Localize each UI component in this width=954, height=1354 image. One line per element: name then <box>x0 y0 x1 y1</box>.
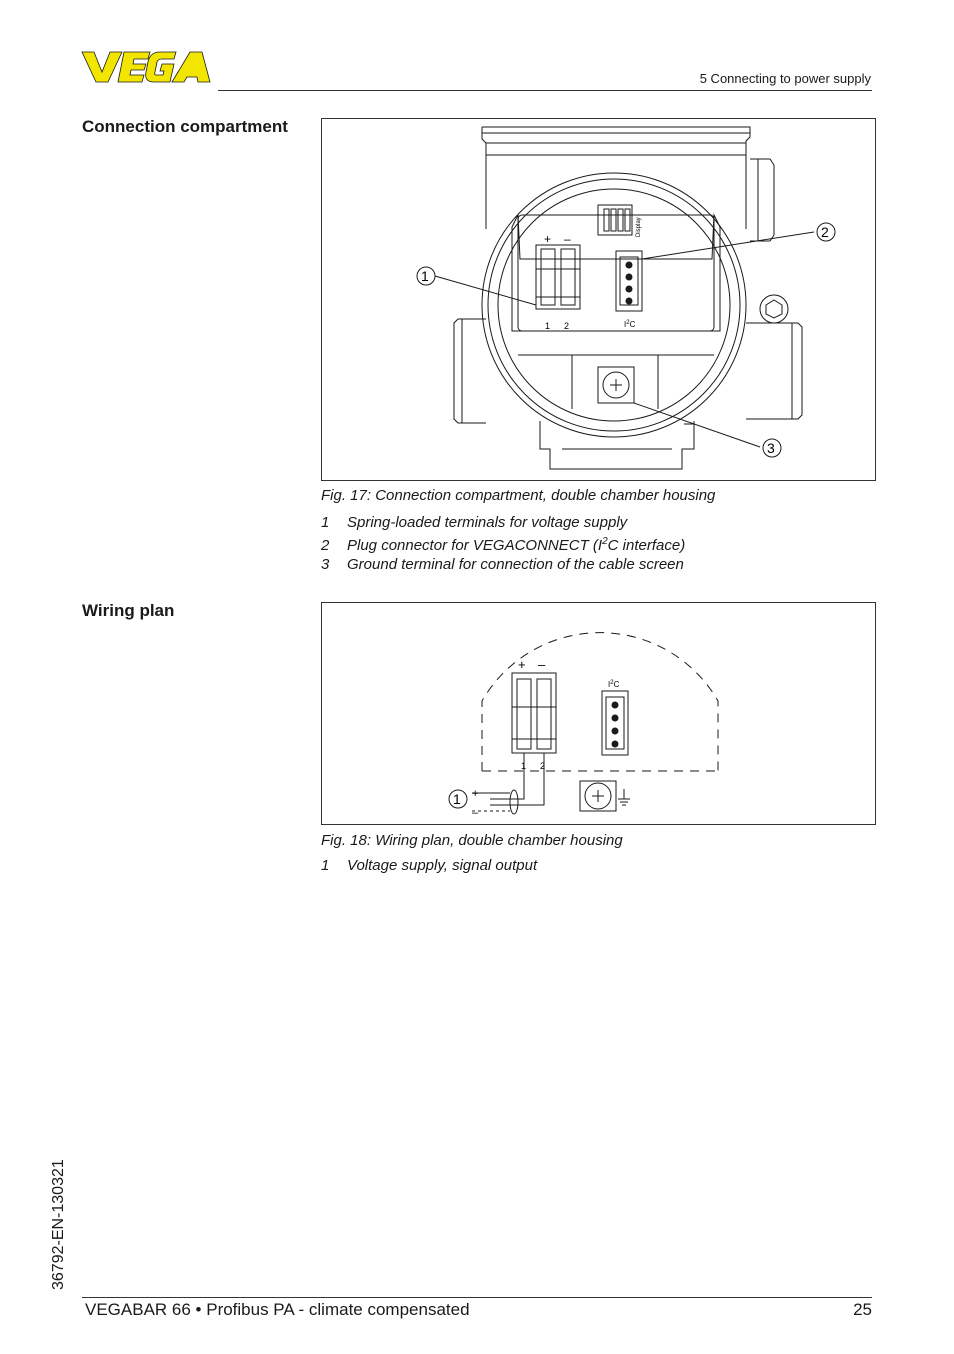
callout-1: 1 <box>421 268 429 284</box>
fig17-caption: Fig. 17: Connection compartment, double chamber housing <box>321 487 716 504</box>
terminal-2-label: 2 <box>564 321 570 331</box>
legend-item: 1 Voltage supply, signal output <box>321 857 538 874</box>
wiring-i2c-label: $I^2C$ <box>608 680 620 689</box>
minus-label: – <box>564 232 571 246</box>
supply-minus: – <box>472 807 479 819</box>
wiring-terminal-2: 2 <box>540 761 546 771</box>
connection-figure <box>321 118 876 481</box>
wiring-terminal-1: 1 <box>521 761 527 771</box>
vega-logo <box>80 50 212 84</box>
wiring-heading: Wiring plan <box>82 601 175 620</box>
wiring-callout-1: 1 <box>453 791 461 807</box>
header-rule <box>218 90 872 91</box>
footer-title: VEGABAR 66 • Profibus PA - climate compensated <box>85 1300 470 1319</box>
wiring-plan-drawing <box>322 603 875 824</box>
wiring-figure <box>321 602 876 825</box>
wiring-plus-label: + <box>518 657 526 672</box>
footer-rule <box>82 1297 872 1298</box>
callout-2: 2 <box>821 224 829 240</box>
connection-compartment-drawing <box>322 119 875 480</box>
terminal-1-label: 1 <box>545 321 551 331</box>
legend-item: 1 Spring-loaded terminals for voltage supply <box>321 514 628 531</box>
page-number: 25 <box>853 1300 872 1319</box>
plus-label: + <box>544 232 552 246</box>
supply-plus: + <box>472 788 479 800</box>
legend-item: 2 Plug connector for VEGACONNECT ($I^2C$ interface) <box>321 536 686 554</box>
connection-heading: Connection compartment <box>82 117 288 136</box>
document-number: 36792-EN-130321 <box>50 1159 67 1290</box>
wiring-legend <box>321 857 537 874</box>
fig18-caption: Fig. 18: Wiring plan, double chamber housing <box>321 832 623 849</box>
connection-legend <box>321 513 685 574</box>
wiring-minus-label: – <box>538 657 546 672</box>
i2c-label: $I^2C$ <box>624 320 636 329</box>
callout-3: 3 <box>767 440 775 456</box>
display-label: Display <box>636 217 642 237</box>
legend-item: 3 Ground terminal for connection of the cable screen <box>321 556 684 573</box>
section-header: 5 Connecting to power supply <box>699 71 871 86</box>
